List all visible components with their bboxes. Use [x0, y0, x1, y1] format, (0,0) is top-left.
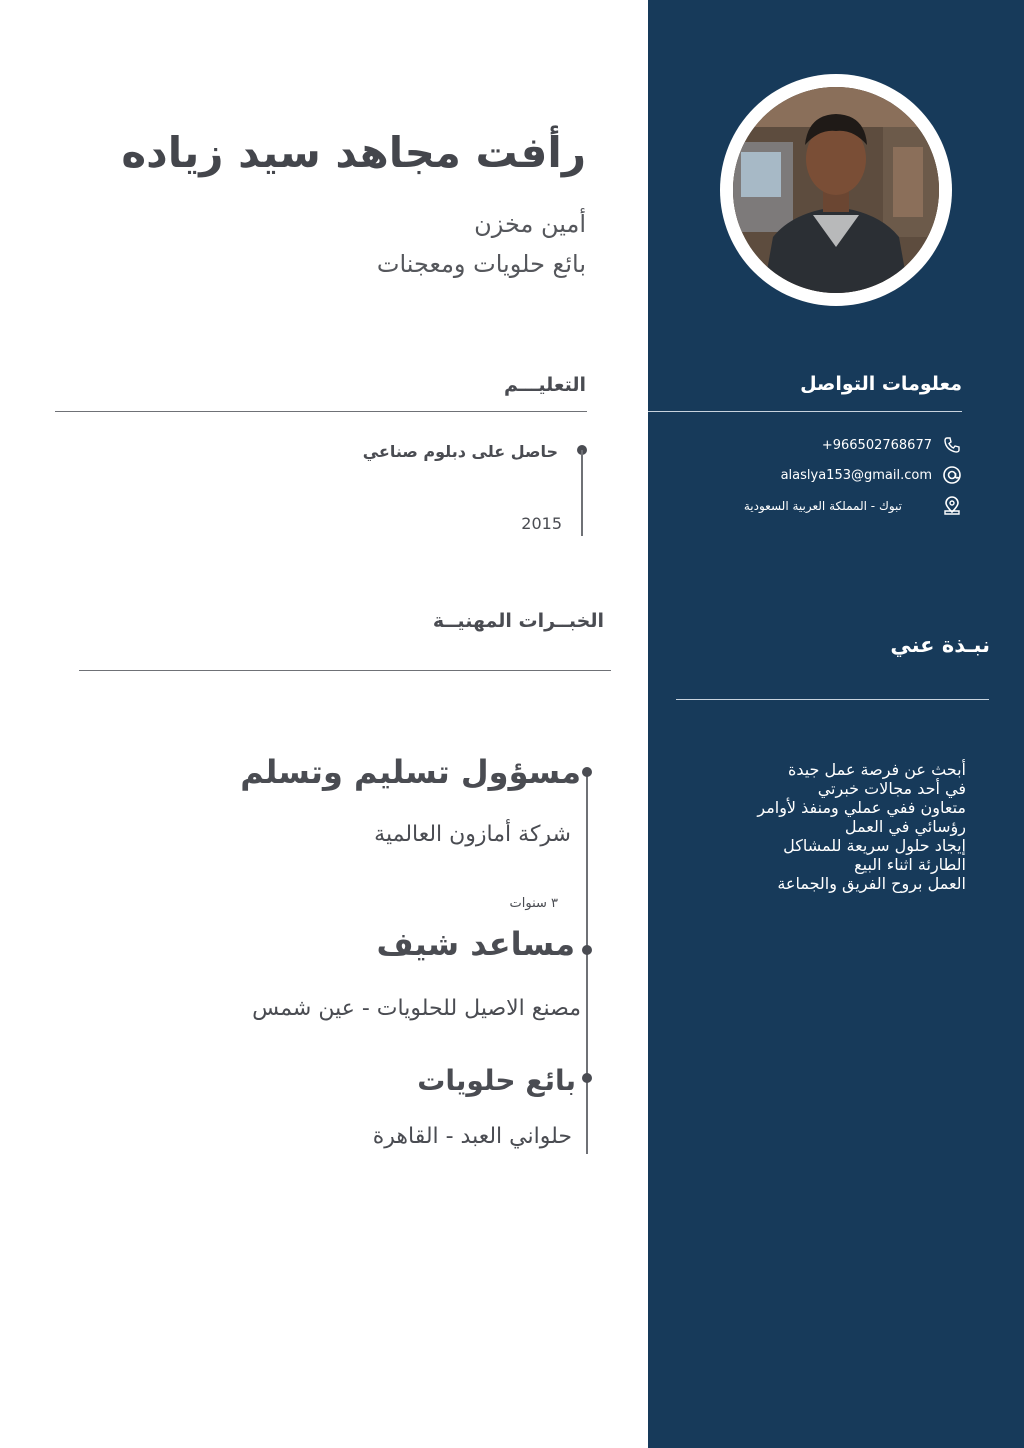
about-line: إيجاد حلول سريعة للمشاكل — [783, 836, 966, 855]
timeline-dot — [582, 945, 592, 955]
about-line: رؤسائي في العمل — [844, 817, 966, 836]
contact-email-row — [781, 463, 962, 487]
about-line: متعاون ففي عملي ومنفذ لأوامر — [757, 798, 966, 817]
education-divider — [55, 411, 587, 412]
job-title-primary: أمين مخزن — [474, 210, 586, 238]
job-company: مصنع الاصيل للحلويات - عين شمس — [252, 996, 581, 1021]
job-title: مسؤول تسليم وتسلم — [240, 753, 581, 791]
education-heading: التعليـــم — [503, 374, 586, 396]
contact-phone-row — [822, 433, 962, 457]
experience-divider — [79, 670, 611, 671]
email-address[interactable]: alaslya153@gmail.com — [780, 467, 932, 483]
phone-number[interactable]: +966502768677 — [821, 437, 932, 453]
timeline-line — [586, 772, 588, 1154]
full-name: رأفت مجاهد سيد زياده — [121, 128, 586, 177]
about-line: في أحد مجالات خبرتي — [817, 779, 966, 798]
about-line: أبحث عن فرصة عمل جيدة — [787, 760, 966, 779]
contact-heading: معلومات التواصل — [800, 373, 962, 395]
job-title: بائع حلويات — [417, 1064, 576, 1097]
timeline-dot — [582, 767, 592, 777]
timeline-line — [581, 450, 583, 536]
job-title: مساعد شيف — [376, 925, 575, 963]
contact-divider — [648, 411, 962, 412]
profile-photo — [733, 87, 939, 293]
timeline-dot — [582, 1073, 592, 1083]
contact-location-row — [744, 494, 962, 518]
about-heading: نبـذة عني — [890, 633, 990, 657]
about-line: الطارئة اثناء البيع — [854, 855, 966, 874]
email-icon — [942, 465, 962, 485]
job-company: شركة أمازون العالمية — [374, 822, 571, 847]
location-text: تبوك - المملكة العربية السعودية — [743, 499, 902, 513]
experience-heading: الخبــرات المهنيــة — [432, 610, 604, 632]
education-degree: حاصل على دبلوم صناعي — [362, 442, 558, 461]
about-divider — [676, 699, 989, 700]
about-line: العمل بروح الفريق والجماعة — [777, 874, 966, 893]
job-company: حلواني العبد - القاهرة — [372, 1124, 572, 1149]
phone-icon — [942, 435, 962, 455]
job-title-secondary: بائع حلويات ومعجنات — [376, 250, 586, 278]
job-duration: ٣ سنوات — [509, 896, 558, 911]
location-icon — [942, 496, 962, 516]
education-year: 2015 — [521, 514, 562, 533]
